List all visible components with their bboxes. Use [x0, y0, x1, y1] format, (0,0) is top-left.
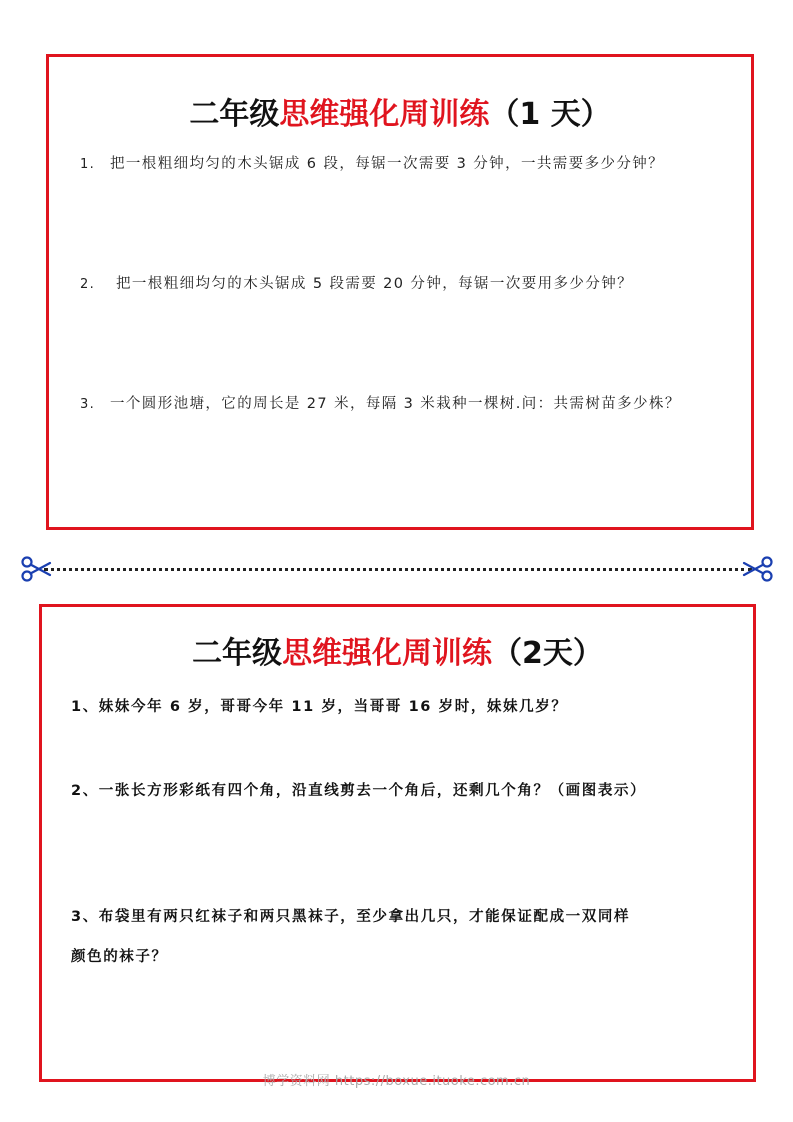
cut-line-divider: [44, 568, 752, 571]
day1-exercise-box: [46, 54, 754, 530]
day2-exercise-box: [39, 604, 756, 1082]
day2-title-suffix: （2天）: [492, 636, 603, 671]
day1-question-1: [80, 154, 664, 175]
question-number: 1.: [80, 157, 96, 172]
day2-question-1: 1、妹妹今年 6 岁，哥哥今年 11 岁，当哥哥 16 岁时，妹妹几岁？: [71, 699, 568, 715]
day2-question-3: 3、布袋里有两只红袜子和两只黑袜子，至少拿出几只，才能保证配成一双同样: [71, 909, 631, 925]
day1-title-prefix: 二年级: [189, 97, 280, 132]
day2-title: [42, 636, 753, 672]
question-number: 2.: [80, 277, 96, 292]
day2-question-2: 2、一张长方形彩纸有四个角，沿直线剪去一个角后，还剩几个角？（画图表示）: [71, 783, 647, 799]
question-number: 3.: [80, 397, 96, 412]
day1-question-3: [80, 394, 681, 415]
day2-question-3-continued: 颜色的袜子？: [71, 949, 168, 965]
day1-title-highlight: 思维强化周训练: [279, 97, 490, 132]
day1-title-suffix: （1 天）: [489, 97, 611, 132]
question-text: 把一根粗细均匀的木头锯成 5 段需要 20 分钟，每锯一次要用多少分钟？: [110, 276, 634, 292]
watermark: 博学资料网 https://boxue.ituoke.com.cn: [262, 1074, 531, 1089]
day2-title-highlight: 思维强化周训练: [282, 636, 493, 671]
question-text: 把一根粗细均匀的木头锯成 6 段，每锯一次需要 3 分钟，一共需要多少分钟？: [110, 156, 665, 172]
day1-question-2: [80, 274, 633, 295]
day1-title: [49, 97, 751, 133]
day2-title-prefix: 二年级: [192, 636, 283, 671]
question-text: 一个圆形池塘，它的周长是 27 米，每隔 3 米栽种一棵树.问：共需树苗多少株？: [110, 396, 681, 412]
scissors-icon: [742, 553, 774, 585]
